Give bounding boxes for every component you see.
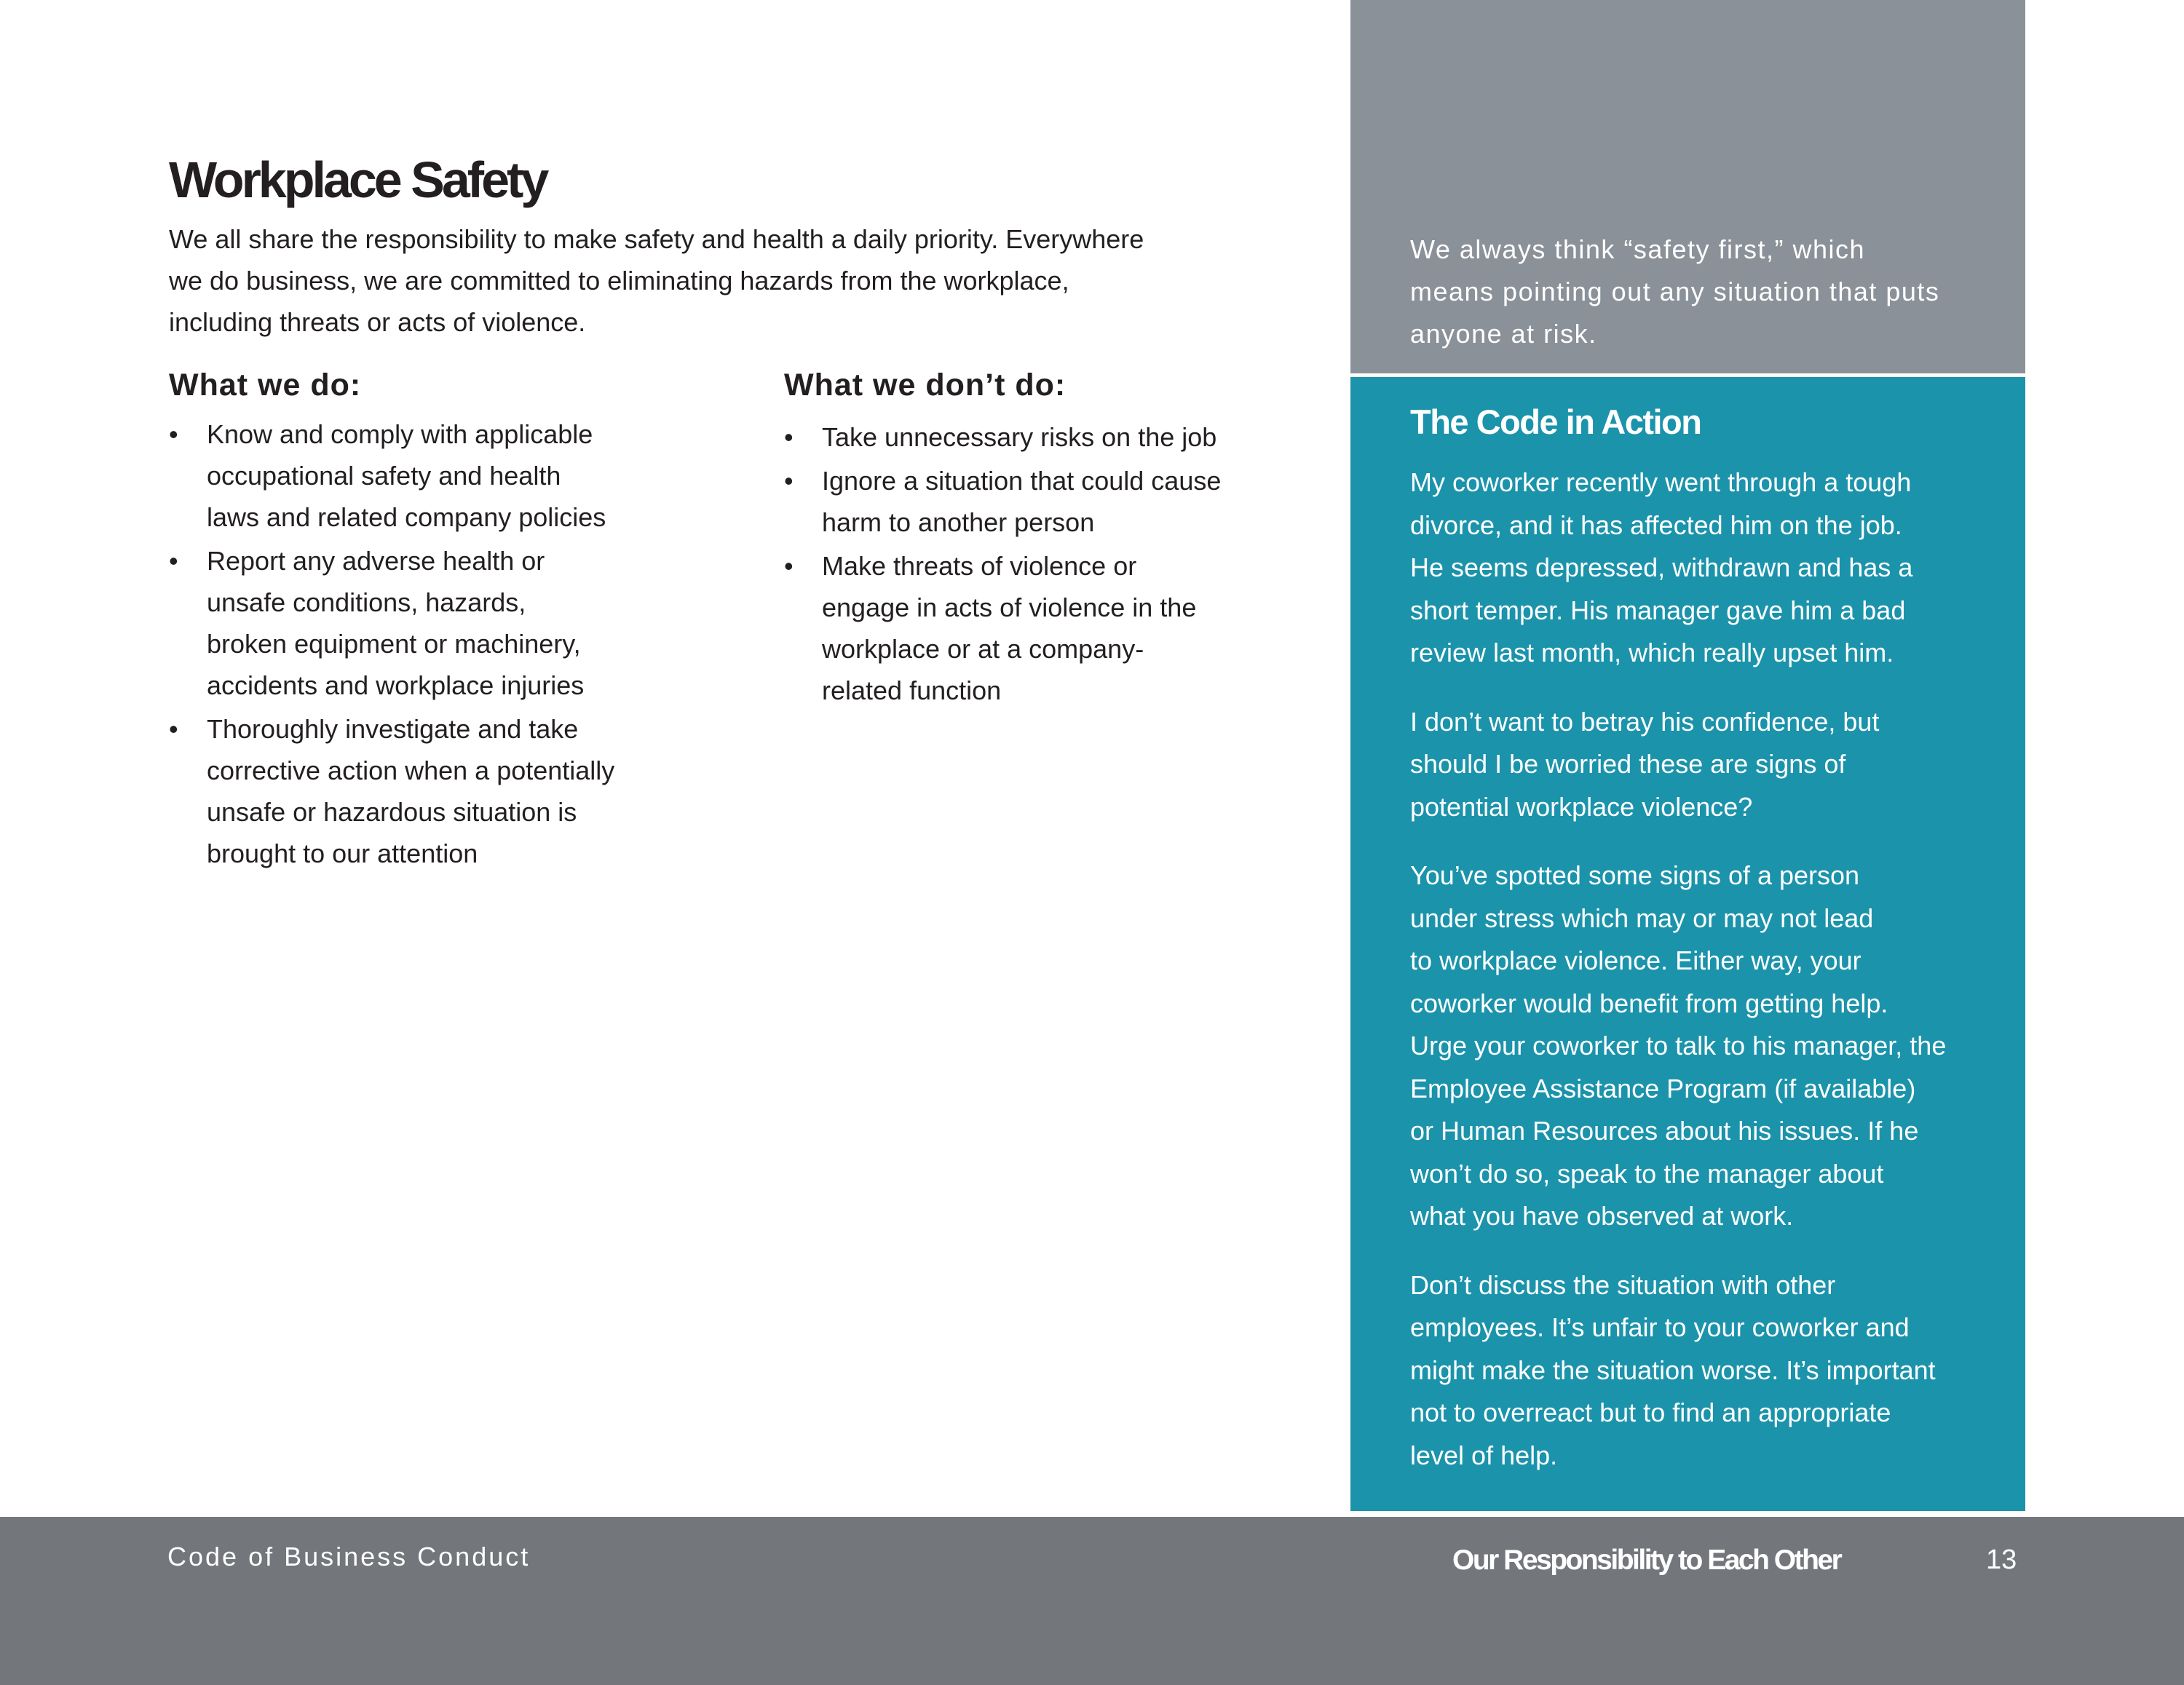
what-we-do-heading: What we do: [169,368,362,403]
list-item [169,413,722,538]
bullet-icon: • [784,466,794,496]
list-item-line: harm to another person [822,507,1095,537]
question-paragraph [1410,701,2007,829]
list-item-line: related function [822,675,1002,705]
pull-quote-line: We always think “safety first,” which [1410,234,1865,264]
pull-quote [1410,229,2007,355]
bullet-icon: • [169,546,178,576]
code-in-action-body [1410,461,2007,1503]
list-item-line: corrective action when a potentially [207,756,615,785]
quote-panel [1350,0,2025,373]
list-item-line: workplace or at a company- [822,634,1144,664]
bullet-icon: • [169,714,178,744]
paragraph-line: potential workplace violence? [1410,791,1753,822]
paragraph-line: not to overreact but to find an appropriate [1410,1397,1891,1427]
page-title: Workplace Safety [169,151,547,208]
paragraph-line: short temper. His manager gave him a bad [1410,595,1906,625]
question-paragraph [1410,461,2007,675]
paragraph-line: Urge your coworker to talk to his manager, the [1410,1031,1947,1060]
paragraph-line: employees. It’s unfair to your coworker and [1410,1312,1910,1342]
list-item-line: Report any adverse health or [207,546,545,576]
list-item-line: broken equipment or machinery, [207,629,581,659]
paragraph-line: should I be worried these are signs of [1410,749,1846,779]
paragraph-line: coworker would benefit from getting help. [1410,988,1888,1018]
answer-paragraph [1410,1264,2007,1478]
section-title: Our Responsibility to Each Other [1452,1545,1841,1576]
list-item-line: accidents and workplace injuries [207,670,585,700]
list-item [784,545,1337,711]
list-item-line: Make threats of violence or [822,551,1137,581]
what-we-do-list [169,413,722,876]
list-item-line: Know and comply with applicable [207,419,593,449]
list-item-line: Thoroughly investigate and take [207,714,579,744]
paragraph-line: I don’t want to betray his confidence, but [1410,706,1880,737]
code-in-action-heading: The Code in Action [1410,403,1701,441]
list-item-line: Ignore a situation that could cause [822,466,1222,496]
paragraph-line: review last month, which really upset him. [1410,638,1894,667]
page-number: 13 [1986,1545,2017,1575]
list-item-line: unsafe conditions, hazards, [207,587,526,617]
paragraph-line: Employee Assistance Program (if available) [1410,1073,1916,1103]
intro-paragraph [169,218,1305,343]
intro-line: We all share the responsibility to make safety and health a daily priority. Everywhere [169,224,1144,254]
paragraph-line: level of help. [1410,1440,1558,1470]
document-title: Code of Business Conduct [167,1542,531,1571]
paragraph-line: My coworker recently went through a tough [1410,467,1912,497]
paragraph-line: He seems depressed, withdrawn and has a [1410,552,1913,582]
paragraph-line: Don’t discuss the situation with other [1410,1269,1836,1300]
pull-quote-line: means pointing out any situation that puts [1410,277,1940,306]
bullet-icon: • [784,422,794,452]
paragraph-line: divorce, and it has affected him on the job. [1410,510,1902,540]
bullet-icon: • [784,551,794,581]
paragraph-line: to workplace violence. Either way, your [1410,945,1861,975]
paragraph-line: won’t do so, speak to the manager about [1410,1158,1884,1189]
list-item-line: engage in acts of violence in the [822,592,1197,622]
list-item [784,460,1337,543]
list-item [169,708,722,874]
intro-line: we do business, we are committed to eliminating hazards from the workplace, [169,266,1069,296]
paragraph-line: You’ve spotted some signs of a person [1410,860,1860,890]
pull-quote-line: anyone at risk. [1410,319,1597,349]
list-item-line: unsafe or hazardous situation is [207,797,577,827]
list-item [784,416,1337,458]
code-in-action-panel [1350,377,2025,1511]
list-item-line: Take unnecessary risks on the job [822,422,1217,452]
bullet-icon: • [169,419,178,449]
paragraph-line: under stress which may or may not lead [1410,903,1874,933]
paragraph-line: what you have observed at work. [1410,1201,1794,1231]
paragraph-line: or Human Resources about his issues. If he [1410,1116,1919,1146]
list-item-line: laws and related company policies [207,502,606,532]
paragraph-line: might make the situation worse. It’s important [1410,1355,1936,1385]
what-we-dont-do-heading: What we don’t do: [784,368,1067,403]
answer-paragraph [1410,855,2007,1238]
what-we-dont-do-list [784,416,1337,713]
intro-line: including threats or acts of violence. [169,307,586,337]
list-item-line: occupational safety and health [207,461,561,491]
page-footer [0,1517,2184,1685]
list-item-line: brought to our attention [207,838,478,868]
list-item [169,540,722,706]
